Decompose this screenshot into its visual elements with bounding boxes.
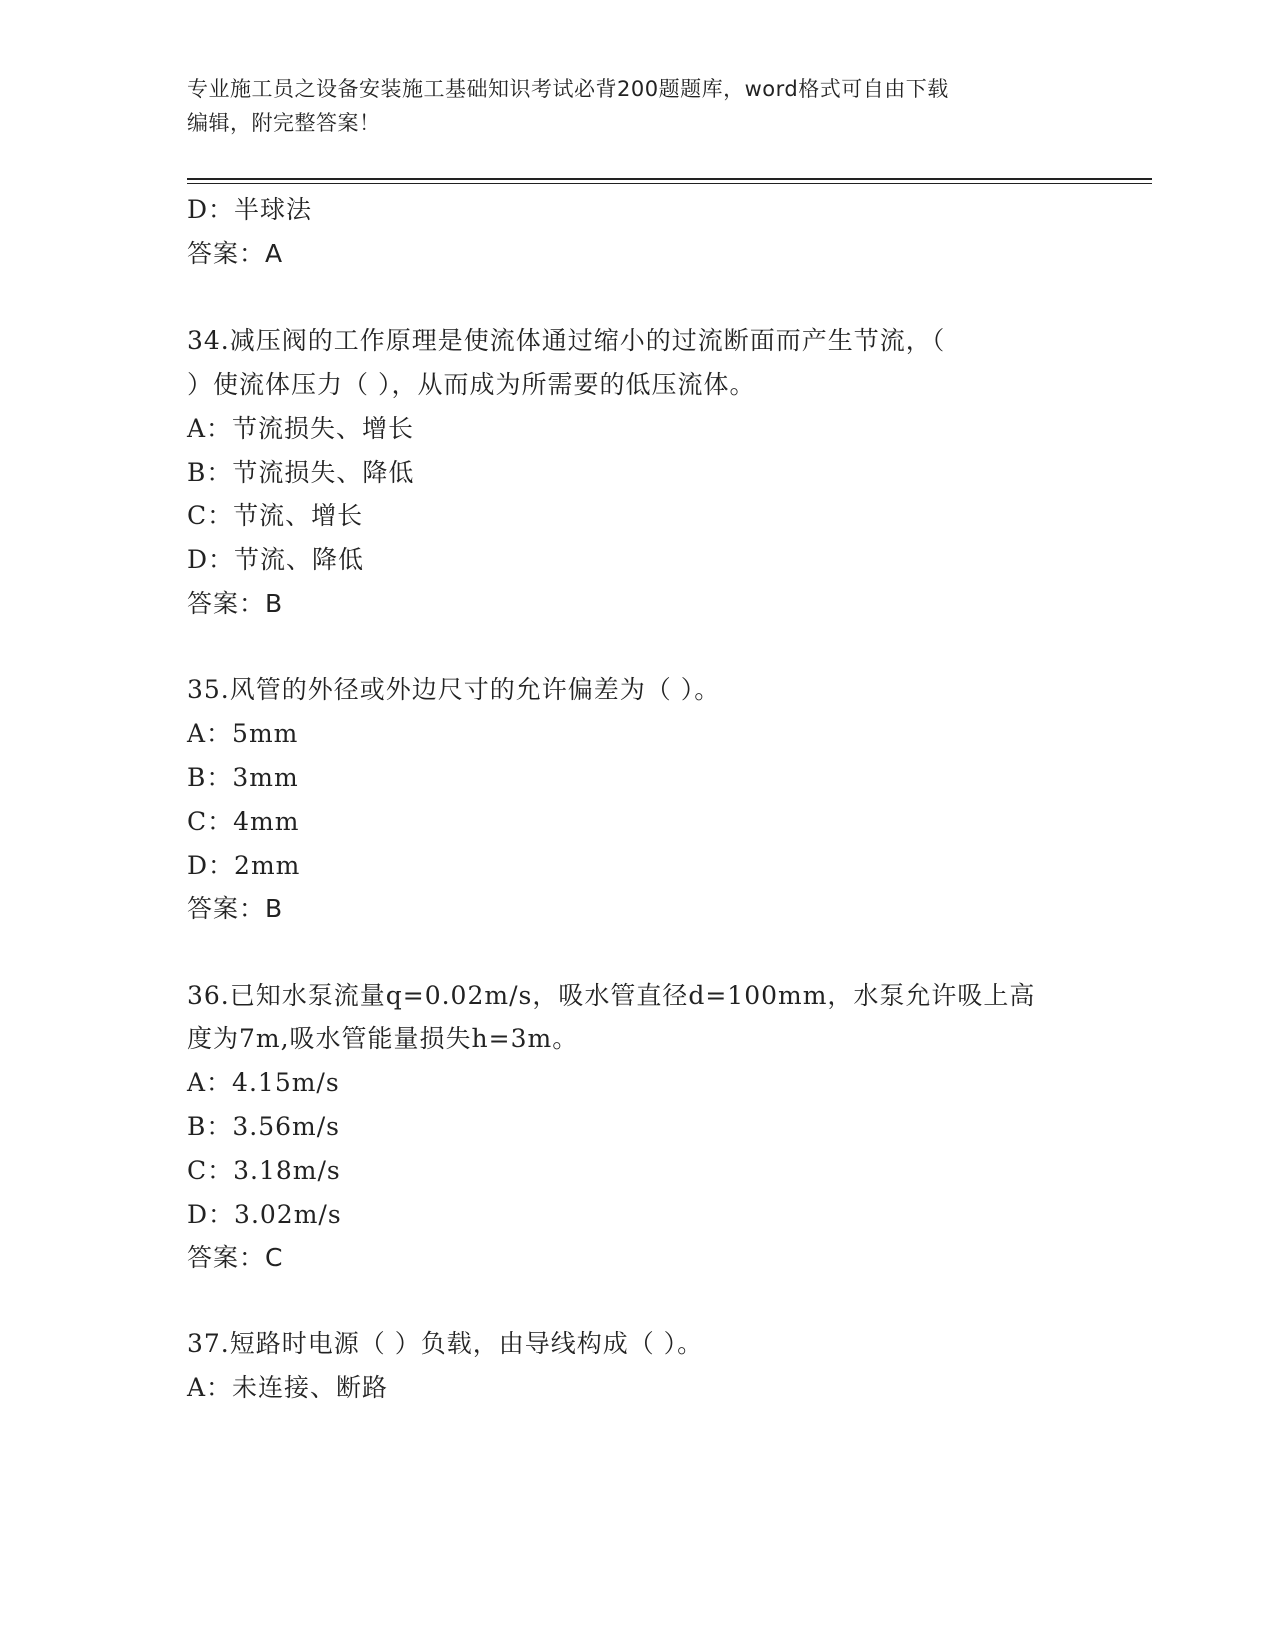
q34-stem-line-2: ）使流体压力（ ），从而成为所需要的低压流体。 (187, 370, 756, 399)
q37-stem: 37.短路时电源（ ）负载，由导线构成（ ）。 (187, 1329, 704, 1358)
document-header (187, 72, 1087, 140)
q37-option-a: A：未连接、断路 (187, 1373, 389, 1402)
q36-option-c: C：3.18m/s (187, 1156, 341, 1185)
q36-stem-line-2: 度为7m,吸水管能量损失h=3m。 (187, 1024, 579, 1053)
q36-stem-line-1: 36.已知水泵流量q=0.02m/s，吸水管直径d=100mm，水泵允许吸上高 (187, 981, 1036, 1010)
q35-option-c: C：4mm (187, 807, 300, 836)
q36-option-a: A：4.15m/s (187, 1068, 340, 1097)
q36-option-d: D：3.02m/s (187, 1200, 342, 1229)
q33-answer: 答案：A (187, 239, 284, 268)
q36-option-b: B：3.56m/s (187, 1112, 340, 1141)
header-line-1: 专业施工员之设备安装施工基础知识考试必背200题题库，word格式可自由下载 (187, 77, 949, 101)
q34-option-d: D：节流、降低 (187, 545, 365, 574)
header-divider-thick (187, 178, 1152, 180)
q34-option-b: B：节流损失、降低 (187, 458, 415, 487)
q35-option-d: D：2mm (187, 851, 301, 880)
q35-stem: 35.风管的外径或外边尺寸的允许偏差为（ ）。 (187, 675, 721, 704)
q34-stem-line-1: 34.减压阀的工作原理是使流体通过缩小的过流断面而产生节流，（ (187, 326, 946, 355)
header-line-2: 编辑，附完整答案！ (187, 111, 381, 135)
q35-option-a: A：5mm (187, 719, 299, 748)
q35-answer: 答案：B (187, 894, 284, 923)
q36-answer: 答案：C (187, 1243, 284, 1272)
q34-option-a: A：节流损失、增长 (187, 414, 415, 443)
q33-option-d: D：半球法 (187, 195, 313, 224)
q35-option-b: B：3mm (187, 763, 299, 792)
q34-option-c: C：节流、增长 (187, 501, 364, 530)
header-divider-thin (187, 183, 1152, 184)
q34-answer: 答案：B (187, 589, 284, 618)
